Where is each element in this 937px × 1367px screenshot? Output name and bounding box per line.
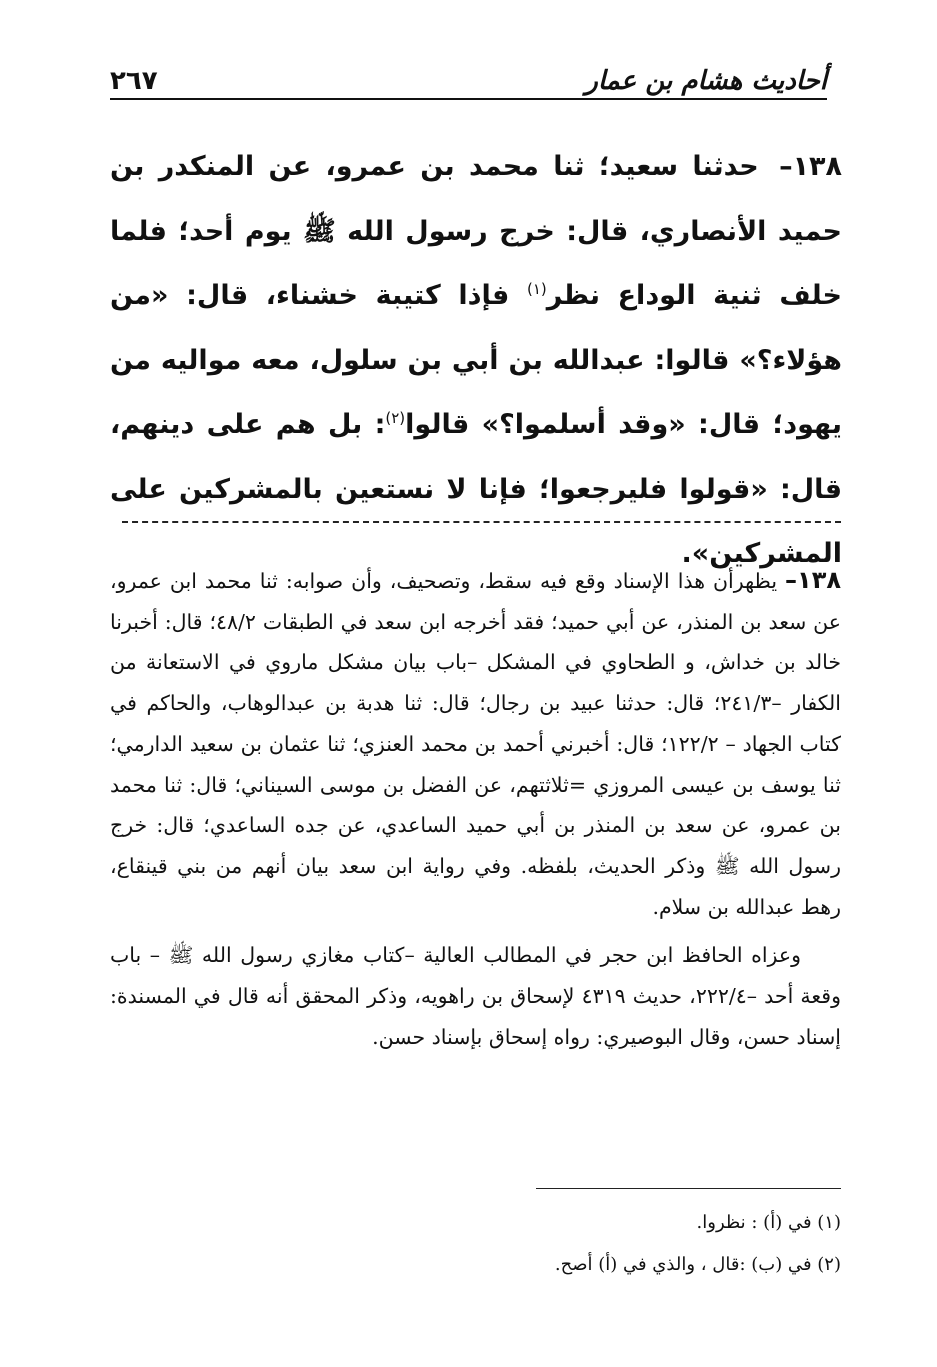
- header-rule: [110, 98, 827, 100]
- footnote-marker-2: (٢): [385, 409, 406, 427]
- footnote-1: (١) في (أ) : نظروا.: [696, 1212, 841, 1233]
- commentary-number: ١٣٨–: [785, 566, 841, 594]
- commentary-text-1: يظهرأن هذا الإسناد وقع فيه سقط، وتصحيف، وأن صوابه: ثنا محمد ابن عمرو، عن سعد بن المنذر، عن أبي حميد؛ فقد أخرجه ابن سعد في الطبقات ٤٨/٢؛ قال: أخبرنا خالد بن خداش، و الطحاوي في المشكل –باب بيان مشكل ماروي في الاستعانة من الكفار –٢٤١/٣؛ قال: حدثنا عبيد بن رجال؛ قال: ثنا هدبة بن عبدالوهاب، والحاكم في كتاب الجهاد – ١٢٢/٢؛ قال: أخبرني أحمد بن محمد العنزي؛ ثنا عثمان بن سعيد الدارمي؛ ثنا يوسف بن عيسى المروزي =ثلاثتهم، عن الفضل بن موسى السيناني؛ قال: ثنا محمد بن عمرو، عن سعد بن المنذر بن أبي حميد الساعدي، عن جده الساعدي؛ قال: خرج رسول الله ﷺ وذكر الحديث، بلفظه. وفي رواية ابن سعد بيان أنهم من بني قينقاع، رهط عبدالله بن سلام.: [110, 569, 841, 919]
- commentary-block: [110, 560, 841, 1057]
- page-header: [110, 52, 827, 96]
- running-title: أحاديث هشام بن عمار: [585, 66, 827, 96]
- hadith-text-part-3: : بل هم على دينهم، قال: «قولوا فليرجعوا؛ فإنا لا نستعين بالمشركين على المشركين».: [110, 409, 842, 569]
- hadith-text-part-1: حدثنا سعيد؛ ثنا محمد بن عمرو، عن المنكدر بن حميد الأنصاري، قال: خرج رسول الله ﷺ يوم أحد؛ فلما خلف ثنية الوداع نظر: [110, 151, 842, 311]
- commentary-paragraph-2: [110, 935, 841, 1057]
- footnote-rule: [536, 1188, 841, 1189]
- hadith-text-part-2: فإذا كتيبة خشناء، قال: «من هؤلاء؟» قالوا: عبدالله بن أبي بن سلول، معه مواليه من يهود؛ قال: «وقد أسلموا؟» قالوا: [110, 280, 842, 440]
- footnote-marker-1: (١): [526, 280, 547, 298]
- footnotes: [110, 1202, 841, 1286]
- commentary-paragraph-1: [110, 560, 841, 927]
- commentary-text-2: وعزاه الحافظ ابن حجر في المطالب العالية –كتاب مغازي رسول الله ﷺ – باب وقعة أحد –٢٢٢/٤، حديث ٤٣١٩ لإسحاق بن راهويه، وذكر المحقق أنه قال في المسندة: إسناد حسن، وقال البوصيري: رواه إسحاق بإسناد حسن.: [110, 943, 841, 1049]
- section-divider: [122, 521, 841, 523]
- hadith-text: [110, 135, 842, 587]
- hadith-number: ١٣٨–: [779, 151, 843, 182]
- page-number: ٢٦٧: [110, 66, 158, 96]
- footnote-2: (٢) في (ب) :قال ، والذي في (أ) أصح.: [554, 1254, 841, 1275]
